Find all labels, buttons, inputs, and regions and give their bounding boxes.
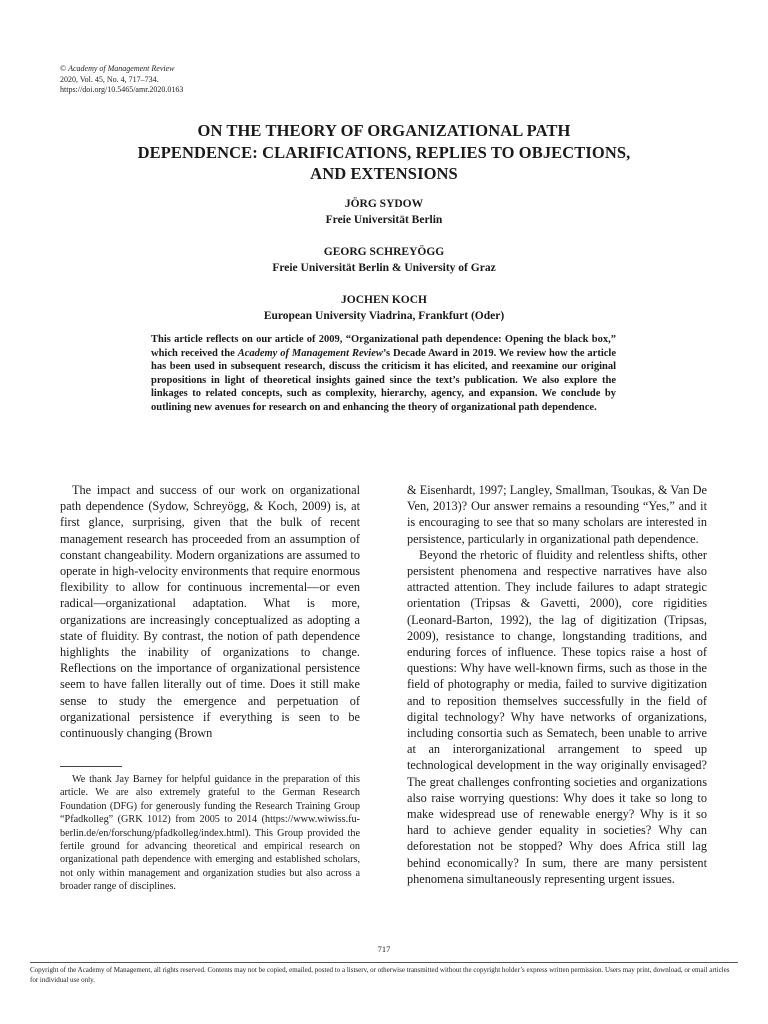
journal-line <box>60 64 183 75</box>
body-column-right <box>407 482 707 887</box>
body-paragraph: & Eisenhardt, 1997; Langley, Smallman, Tsoukas, & Van De Ven, 2013)? Our answer remains a resounding “Yes,” and it is encouraging to see that so many scholars are interested in persistence, particularly in organizational path dependence. <box>407 483 707 546</box>
author-list <box>120 197 648 341</box>
author-affiliation: European University Viadrina, Frankfurt (Oder) <box>263 309 505 322</box>
author-name: JÖRG SYDOW <box>344 198 424 210</box>
title-line: ON THE THEORY OF ORGANIZATIONAL PATH <box>197 121 571 140</box>
journal-masthead <box>60 64 183 96</box>
copyright-symbol: © <box>60 64 67 73</box>
body-paragraph: Beyond the rhetoric of fluidity and relentless shifts, other persistent phenomena and respective narratives have also attracted attention. They include failures to adapt strategic orientation (Tripsas & Gavetti, 2000), core rigidities (Leonard-Barton, 1992), the lag of digitization (Tripsas, 2009), resistance to change, longstanding traditions, and enduring forces of influence. These topics raise a host of questions: Why have well-known firms, such as those in the field of photography or media, failed to survive digitization and to reposition themselves successfully in the field of digital technology? Why have networks of organizations, including consortia such as Sematech, been unable to arrive at an interorganizational arrangement to speed up technological development in the way originally envisaged? The great challenges confronting societies and organizations also raise worrying questions: Why does it take so long to make widespread use of renewable energy? Why is it so hard to achieve gender equality in societies? Why can deforestation not be stopped? Why does Africa still lag behind economically? In sum, there are many persistent phenomena simultaneously representing urgent issues. <box>407 547 707 886</box>
author-block <box>120 293 648 324</box>
journal-name: Academy of Management Review <box>68 64 175 73</box>
author-block <box>120 245 648 276</box>
doi-link[interactable]: https://doi.org/10.5465/amr.2020.0163 <box>60 85 184 94</box>
citation-line: 2020, Vol. 45, No. 4, 717–734. <box>60 74 159 84</box>
body-paragraph: The impact and success of our work on organizational path dependence (Sydow, Schreyögg, & Koch, 2009) is, at first glance, surprising, given that the bulk of recent management research has proceeded from an assumption of constant changeability. Modern organizations are assumed to operate in high-velocity environments that require enormous flexibility to allow for continuous incremental—or even radical—organizational adaptation. What is more, organizations are increasingly conceptualized as adopting a state of fluidity. By contrast, the notion of path dependence highlights the inability of organizations to change. Reflections on the importance of organizational persistence seem to have fallen literally out of time. Does it still make sense to study the emergence and perpetuation of organizational persistence if everything is seen to be continuously changing (Brown <box>60 483 360 741</box>
author-name: JOCHEN KOCH <box>341 294 427 306</box>
abstract <box>151 333 616 415</box>
author-name: GEORG SCHREYÖGG <box>323 246 445 258</box>
copyright-notice: Copyright of the Academy of Management, all rights reserved. Contents may not be copied, emailed, posted to a listserv, or otherwise transmitted without the copyright holder’s express written permission. Users may print, download, or email articles for individual use only. <box>30 966 730 984</box>
body-column-left <box>60 482 360 741</box>
author-affiliation: Freie Universität Berlin & University of Graz <box>272 261 496 274</box>
acknowledgment-footnote: We thank Jay Barney for helpful guidance in the preparation of this article. We are also extremely grateful to the German Research Foundation (DFG) for generously funding the Research Training Group “Pfadkolleg” (GRK 1012) from 2005 to 2014 (https://www.wiwiss.fu-berlin.de/en/forschung/pfadkolleg/index.html). This Group provided the fertile ground for advancing theoretical and empirical research on organizational path dependence with emerging and established scholars, not only within management and organization studies but also across a broader range of disciplines. <box>60 774 360 893</box>
copyright-divider <box>30 962 738 963</box>
title-line: AND EXTENSIONS <box>310 164 458 183</box>
footnote-divider <box>60 766 122 767</box>
abstract-text: This article reflects on our article of 2009, “Organizational path dependence: Opening the black box,” which received the <box>151 334 616 359</box>
page-number: 717 <box>377 944 391 954</box>
author-block <box>120 197 648 228</box>
abstract-text: ’s Decade Award in 2019. We review how the article has been used in subsequent research, discuss the criticism it has elicited, and reexamine our original propositions in light of theoretical insights gained since the text’s publication. We also explore the linkages to related concepts, such as complexity, hierarchy, agency, and expansion. We conclude by outlining new avenues for research on and enhancing the theory of organizational path dependence. <box>151 347 616 413</box>
title-line: DEPENDENCE: CLARIFICATIONS, REPLIES TO OBJECTIONS, <box>137 142 631 162</box>
author-affiliation: Freie Universität Berlin <box>325 213 443 226</box>
abstract-journal-name: Academy of Management Review <box>237 347 383 359</box>
article-title <box>90 120 678 185</box>
